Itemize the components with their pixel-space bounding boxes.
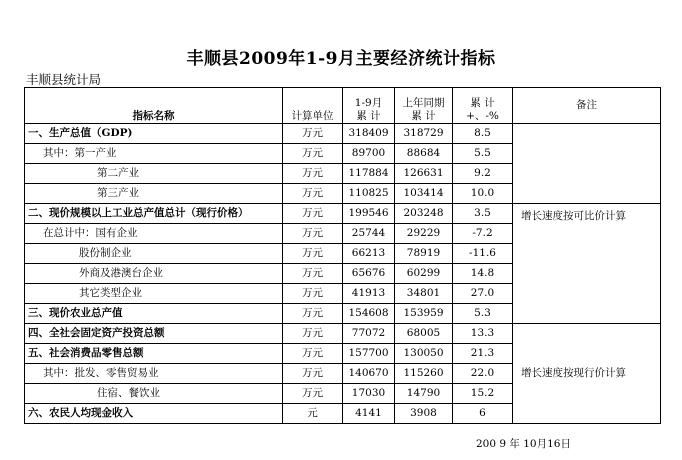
row-growth: 9.2	[453, 164, 513, 184]
row-growth: -11.6	[453, 244, 513, 264]
row-name: 第三产业	[25, 184, 283, 204]
statistics-table	[24, 87, 661, 424]
row-unit: 万元	[283, 364, 343, 384]
row-unit: 万元	[283, 184, 343, 204]
row-name: 股份制企业	[25, 244, 283, 264]
row-unit: 万元	[283, 124, 343, 144]
row-value: 157700	[343, 344, 395, 364]
row-growth: 3.5	[453, 204, 513, 224]
row-value: 199546	[343, 204, 395, 224]
table-row	[25, 324, 661, 344]
row-value: 117884	[343, 164, 395, 184]
row-previous: 29229	[395, 224, 453, 244]
row-previous: 68005	[395, 324, 453, 344]
header-previous-line1: 上年同期	[402, 97, 445, 109]
row-name: 三、现价农业总产值	[25, 304, 283, 324]
row-value: 41913	[343, 284, 395, 304]
row-previous: 14790	[395, 384, 453, 404]
row-value: 77072	[343, 324, 395, 344]
report-title: 丰顺县2009年1-9月主要经济统计指标	[186, 49, 496, 69]
header-unit: 计算单位	[283, 88, 343, 124]
row-unit: 万元	[283, 244, 343, 264]
row-previous: 203248	[395, 204, 453, 224]
row-growth: 22.0	[453, 364, 513, 384]
row-previous: 103414	[395, 184, 453, 204]
row-growth: 5.5	[453, 144, 513, 164]
organization-name: 丰顺县统计局	[26, 72, 102, 87]
row-name: 六、农民人均现金收入	[25, 404, 283, 424]
report-date: 200 9 年 10月16日	[476, 438, 571, 450]
row-previous: 115260	[395, 364, 453, 384]
row-previous: 318729	[395, 124, 453, 144]
row-unit: 万元	[283, 284, 343, 304]
row-name: 住宿、餐饮业	[25, 384, 283, 404]
row-name: 外商及港澳台企业	[25, 264, 283, 284]
row-value: 89700	[343, 144, 395, 164]
header-previous	[395, 88, 453, 124]
row-unit: 万元	[283, 164, 343, 184]
header-previous-line2: 累 计	[411, 110, 436, 122]
row-name: 其它类型企业	[25, 284, 283, 304]
note-cell-empty	[513, 124, 661, 204]
table-header-row	[25, 88, 661, 124]
row-unit: 万元	[283, 224, 343, 244]
row-name: 四、全社会固定资产投资总额	[25, 324, 283, 344]
row-growth: 8.5	[453, 124, 513, 144]
row-name: 其中：批发、零售贸易业	[25, 364, 283, 384]
header-growth-line1: 累 计	[470, 97, 495, 109]
row-value: 4141	[343, 404, 395, 424]
row-growth: 14.8	[453, 264, 513, 284]
header-current-line2: 累 计	[356, 110, 381, 122]
row-growth: 10.0	[453, 184, 513, 204]
row-value: 66213	[343, 244, 395, 264]
row-previous: 3908	[395, 404, 453, 424]
note-retail: 增长速度按现行价计算	[513, 324, 661, 424]
row-unit: 万元	[283, 324, 343, 344]
row-growth: 21.3	[453, 344, 513, 364]
header-indicator-name: 指标名称	[25, 88, 283, 124]
row-growth: 5.3	[453, 304, 513, 324]
row-previous: 34801	[395, 284, 453, 304]
row-previous: 88684	[395, 144, 453, 164]
row-previous: 60299	[395, 264, 453, 284]
row-previous: 130050	[395, 344, 453, 364]
row-name: 其中：第一产业	[25, 144, 283, 164]
row-previous: 78919	[395, 244, 453, 264]
row-name: 五、社会消费品零售总额	[25, 344, 283, 364]
row-unit: 万元	[283, 384, 343, 404]
row-value: 17030	[343, 384, 395, 404]
row-growth: 13.3	[453, 324, 513, 344]
row-previous: 126631	[395, 164, 453, 184]
row-name: 一、生产总值（GDP)	[25, 124, 283, 144]
header-growth-line2: +、-%	[466, 110, 499, 122]
row-value: 110825	[343, 184, 395, 204]
row-growth: 15.2	[453, 384, 513, 404]
header-current-line1: 1-9月	[354, 97, 383, 109]
row-name: 二、现价规模以上工业总产值总计（现行价格）	[25, 204, 283, 224]
row-unit: 元	[283, 404, 343, 424]
row-growth: 27.0	[453, 284, 513, 304]
row-growth: -7.2	[453, 224, 513, 244]
row-unit: 万元	[283, 204, 343, 224]
row-unit: 万元	[283, 144, 343, 164]
row-name: 在总计中：国有企业	[25, 224, 283, 244]
row-value: 140670	[343, 364, 395, 384]
row-value: 25744	[343, 224, 395, 244]
row-unit: 万元	[283, 304, 343, 324]
row-value: 318409	[343, 124, 395, 144]
header-growth	[453, 88, 513, 124]
row-name: 第二产业	[25, 164, 283, 184]
header-current	[343, 88, 395, 124]
table-row	[25, 204, 661, 224]
row-value: 65676	[343, 264, 395, 284]
row-growth: 6	[453, 404, 513, 424]
table-row	[25, 124, 661, 144]
row-value: 154608	[343, 304, 395, 324]
row-unit: 万元	[283, 264, 343, 284]
row-unit: 万元	[283, 344, 343, 364]
note-industrial: 增长速度按可比价计算	[513, 204, 661, 324]
header-note: 备注	[513, 88, 661, 124]
row-previous: 153959	[395, 304, 453, 324]
